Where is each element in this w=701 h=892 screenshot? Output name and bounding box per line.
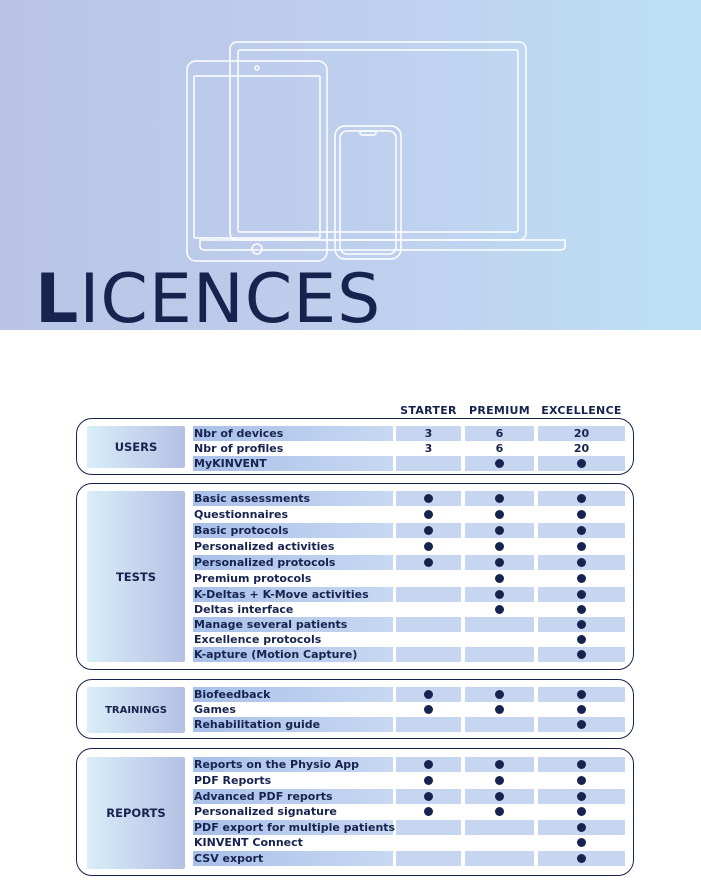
cell-starter — [396, 555, 461, 570]
feature-name: Personalized signature — [194, 805, 337, 818]
feature-name: Personalized activities — [194, 540, 335, 553]
cell-excellence — [538, 523, 625, 538]
title-first-letter: L — [35, 260, 80, 339]
table-row — [193, 426, 627, 441]
included-dot-icon — [577, 635, 586, 644]
included-dot-icon — [577, 526, 586, 535]
cell-starter — [396, 523, 461, 538]
included-dot-icon — [577, 650, 586, 659]
cell-starter — [396, 773, 461, 788]
cell-starter — [396, 687, 461, 702]
included-dot-icon — [424, 542, 433, 551]
feature-name: Advanced PDF reports — [193, 789, 393, 804]
included-dot-icon — [577, 620, 586, 629]
feature-name: CSV export — [193, 851, 393, 866]
cell-excellence — [538, 555, 625, 570]
included-dot-icon — [577, 776, 586, 785]
cell-excellence: 20 — [538, 426, 625, 441]
table-row — [193, 539, 627, 554]
cell-starter: 3 — [396, 426, 461, 441]
included-dot-icon — [577, 720, 586, 729]
cell-starter — [396, 717, 461, 732]
included-dot-icon — [424, 526, 433, 535]
cell-premium — [465, 820, 534, 835]
included-dot-icon — [577, 510, 586, 519]
cell-premium — [465, 773, 534, 788]
group-label-reports: REPORTS — [87, 757, 185, 869]
table-row — [193, 571, 627, 586]
cell-premium — [465, 717, 534, 732]
feature-name: Basic protocols — [193, 523, 393, 538]
cell-excellence — [538, 617, 625, 632]
cell-premium — [465, 456, 534, 471]
cell-starter — [396, 835, 461, 850]
table-row — [193, 587, 627, 602]
included-dot-icon — [577, 494, 586, 503]
cell-premium — [465, 539, 534, 554]
table-row — [193, 456, 627, 471]
table-row — [193, 835, 627, 850]
cell-excellence — [538, 835, 625, 850]
cell-starter — [396, 757, 461, 772]
included-dot-icon — [495, 705, 504, 714]
cell-premium — [465, 647, 534, 662]
included-dot-icon — [495, 558, 504, 567]
feature-name: Biofeedback — [193, 687, 393, 702]
table-row — [193, 773, 627, 788]
feature-name: MyKINVENT — [193, 456, 393, 471]
cell-premium — [465, 702, 534, 717]
table-row — [193, 702, 627, 717]
cell-excellence — [538, 539, 625, 554]
table-row — [193, 757, 627, 772]
included-dot-icon — [424, 760, 433, 769]
table-row — [193, 632, 627, 647]
included-dot-icon — [424, 690, 433, 699]
table-row — [193, 820, 627, 835]
cell-premium — [465, 757, 534, 772]
included-dot-icon — [577, 574, 586, 583]
cell-starter — [396, 851, 461, 866]
feature-name: Nbr of profiles — [194, 442, 284, 455]
cell-premium: 6 — [495, 442, 504, 455]
included-dot-icon — [495, 690, 504, 699]
cell-excellence — [538, 687, 625, 702]
feature-name: K-apture (Motion Capture) — [193, 647, 393, 662]
cell-excellence — [538, 702, 625, 717]
group-tests — [76, 483, 634, 670]
group-label-users: USERS — [87, 426, 185, 468]
title-rest: ICENCES — [79, 260, 382, 339]
page-title — [35, 260, 382, 339]
table-row — [193, 602, 627, 617]
cell-excellence — [538, 632, 625, 647]
column-header-premium: PREMIUM — [468, 404, 531, 417]
included-dot-icon — [577, 690, 586, 699]
included-dot-icon — [424, 792, 433, 801]
included-dot-icon — [424, 705, 433, 714]
feature-name: K-Deltas + K-Move activities — [193, 587, 393, 602]
hero-banner — [0, 0, 701, 339]
cell-excellence — [538, 491, 625, 506]
cell-excellence — [538, 820, 625, 835]
cell-premium — [465, 523, 534, 538]
group-label-tests: TESTS — [87, 491, 185, 662]
table-row — [193, 647, 627, 662]
cell-excellence — [538, 773, 625, 788]
included-dot-icon — [495, 792, 504, 801]
cell-starter — [396, 702, 461, 717]
cell-starter — [396, 632, 461, 647]
cell-excellence: 20 — [573, 442, 590, 455]
feature-name: Questionnaires — [194, 508, 289, 521]
included-dot-icon — [495, 526, 504, 535]
cell-starter: 3 — [424, 442, 433, 455]
feature-name: Rehabilitation guide — [193, 717, 393, 732]
included-dot-icon — [495, 542, 504, 551]
table-row — [193, 717, 627, 732]
feature-name: Manage several patients — [193, 617, 393, 632]
cell-premium — [465, 804, 534, 819]
feature-name: Premium protocols — [194, 572, 312, 585]
included-dot-icon — [495, 510, 504, 519]
cell-starter — [396, 587, 461, 602]
cell-starter — [396, 804, 461, 819]
included-dot-icon — [495, 590, 504, 599]
feature-name: PDF export for multiple patients — [194, 821, 396, 834]
table-row — [193, 617, 627, 632]
group-label-trainings: TRAININGS — [87, 687, 185, 733]
cell-excellence — [538, 456, 625, 471]
feature-name: Personalized protocols — [193, 555, 393, 570]
cell-excellence — [538, 851, 625, 866]
cell-starter — [396, 617, 461, 632]
cell-premium — [465, 687, 534, 702]
feature-name: Basic assessments — [193, 491, 393, 506]
included-dot-icon — [424, 510, 433, 519]
included-dot-icon — [577, 590, 586, 599]
included-dot-icon — [424, 776, 433, 785]
table-row — [193, 523, 627, 538]
cell-starter — [396, 507, 461, 522]
cell-premium: 6 — [465, 426, 534, 441]
included-dot-icon — [495, 807, 504, 816]
table-row — [193, 555, 627, 570]
cell-excellence — [538, 789, 625, 804]
cell-premium — [465, 491, 534, 506]
cell-premium — [465, 789, 534, 804]
cell-excellence — [538, 717, 625, 732]
cell-excellence — [538, 602, 625, 617]
feature-name: Deltas interface — [194, 603, 294, 616]
cell-premium — [465, 507, 534, 522]
column-header-excellence: EXCELLENCE — [541, 404, 622, 417]
table-row — [193, 789, 627, 804]
feature-name: Reports on the Physio App — [193, 757, 393, 772]
included-dot-icon — [577, 605, 586, 614]
included-dot-icon — [495, 776, 504, 785]
cell-excellence — [538, 587, 625, 602]
cell-premium — [465, 632, 534, 647]
table-row — [193, 687, 627, 702]
cell-excellence — [538, 757, 625, 772]
table-row — [193, 491, 627, 506]
cell-premium — [465, 617, 534, 632]
cell-starter — [396, 571, 461, 586]
included-dot-icon — [577, 823, 586, 832]
cell-excellence — [538, 647, 625, 662]
group-reports — [76, 748, 634, 876]
included-dot-icon — [577, 558, 586, 567]
included-dot-icon — [495, 459, 504, 468]
included-dot-icon — [577, 838, 586, 847]
feature-name: Excellence protocols — [194, 633, 322, 646]
cell-premium — [465, 835, 534, 850]
table-row — [193, 851, 627, 866]
table-row — [193, 441, 627, 456]
feature-name: KINVENT Connect — [194, 836, 303, 849]
cell-premium — [465, 571, 534, 586]
cell-premium — [465, 602, 534, 617]
included-dot-icon — [495, 494, 504, 503]
cell-starter — [396, 491, 461, 506]
included-dot-icon — [424, 558, 433, 567]
group-trainings — [76, 679, 634, 739]
cell-starter — [396, 602, 461, 617]
cell-premium — [465, 587, 534, 602]
cell-starter — [396, 539, 461, 554]
feature-name: Nbr of devices — [193, 426, 393, 441]
included-dot-icon — [424, 494, 433, 503]
included-dot-icon — [577, 807, 586, 816]
included-dot-icon — [577, 854, 586, 863]
feature-name: Games — [194, 703, 236, 716]
column-header-starter: STARTER — [400, 404, 457, 417]
included-dot-icon — [577, 542, 586, 551]
included-dot-icon — [424, 807, 433, 816]
cell-excellence — [538, 804, 625, 819]
cell-starter — [396, 456, 461, 471]
cell-starter — [396, 647, 461, 662]
included-dot-icon — [577, 760, 586, 769]
included-dot-icon — [495, 574, 504, 583]
included-dot-icon — [577, 705, 586, 714]
included-dot-icon — [577, 459, 586, 468]
included-dot-icon — [495, 760, 504, 769]
cell-excellence — [538, 507, 625, 522]
group-users — [76, 418, 634, 475]
cell-starter — [396, 789, 461, 804]
cell-starter — [396, 820, 461, 835]
cell-excellence — [538, 571, 625, 586]
cell-premium — [465, 555, 534, 570]
table-row — [193, 804, 627, 819]
feature-name: PDF Reports — [194, 774, 272, 787]
included-dot-icon — [495, 605, 504, 614]
table-row — [193, 507, 627, 522]
cell-premium — [465, 851, 534, 866]
included-dot-icon — [577, 792, 586, 801]
